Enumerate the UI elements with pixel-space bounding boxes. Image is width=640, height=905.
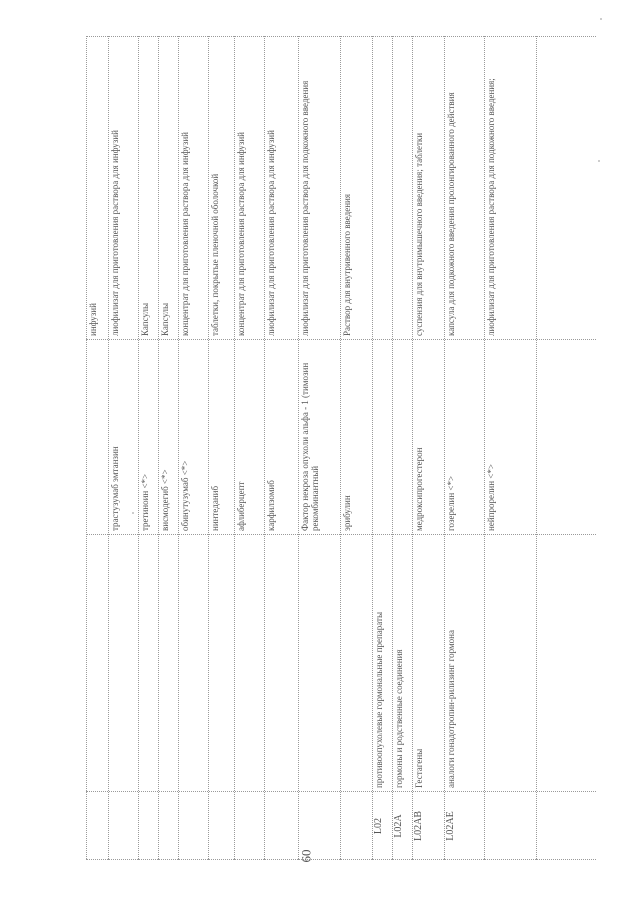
table-row <box>298 36 341 860</box>
table-row <box>372 36 393 860</box>
scan-speck <box>600 18 602 20</box>
cell-group <box>234 535 264 792</box>
cell-group: Гестагены <box>414 748 424 788</box>
table-row <box>340 36 373 860</box>
cell-code <box>178 792 208 860</box>
cell-group <box>484 535 536 792</box>
cell-code <box>86 792 108 860</box>
cell-name: обинутузумаб <*> <box>180 460 190 531</box>
cell-code <box>208 792 234 860</box>
table-row <box>138 36 159 860</box>
cell-group <box>264 535 298 792</box>
cell-group: аналоги гонадотропин-рилизинг гормона <box>446 630 456 788</box>
table-row <box>412 36 445 860</box>
cell-name: гозерелин <*> <box>446 475 456 531</box>
table-row <box>86 36 109 860</box>
cell-group <box>138 535 158 792</box>
cell-group <box>178 535 208 792</box>
cell-name: третиноин <*> <box>140 473 150 531</box>
cell-form: Капсулы <box>160 302 170 336</box>
rotated-table-area <box>86 36 596 860</box>
cell-form: капсула для подкожного введения пролонгированного действия <box>446 92 456 336</box>
cell-form <box>392 37 412 340</box>
cell-group: гормоны и родственные соединения <box>394 649 404 788</box>
table-row <box>208 36 235 860</box>
cell-form: концентрат для приготовления раствора для инфузий <box>180 132 190 336</box>
cell-code <box>264 792 298 860</box>
cell-code <box>158 792 178 860</box>
cell-name: афлиберцепт <box>236 481 246 531</box>
cell-code <box>484 792 536 860</box>
cell-name <box>86 340 108 535</box>
cell-form <box>372 37 392 340</box>
cell-form: лиофилизат для приготовления раствора для инфузий <box>110 130 120 336</box>
cell-group <box>208 535 234 792</box>
cell-form: лиофилизат для приготовления раствора для подкожного введения <box>300 80 310 336</box>
cell-group: противоопухолевые гормональные препараты <box>374 611 384 788</box>
cell-form: инфузий <box>88 303 98 336</box>
cell-form: суспензия для внутримышечного введения; таблетки <box>414 132 424 336</box>
cell-group <box>108 535 138 792</box>
cell-name: медроксипрогестерон <box>414 447 424 531</box>
cell-name: висмодегиб <*> <box>160 469 170 531</box>
cell-name: эрибулин <box>342 495 352 531</box>
cell-name <box>392 340 412 535</box>
cell-code: L02A <box>393 814 404 838</box>
table-row <box>392 36 413 860</box>
cell-form: таблетки, покрытые пленочной оболочкой <box>210 173 220 336</box>
cell-form: Раствор для внутривенного введения <box>342 194 352 336</box>
cell-code <box>138 792 158 860</box>
cell-code: L02 <box>373 817 384 835</box>
table-row <box>178 36 209 860</box>
table-row <box>484 36 537 860</box>
cell-group <box>340 535 372 792</box>
cell-name: нейпрорелин <*> <box>486 464 496 531</box>
cell-name <box>372 340 392 535</box>
cell-form: концентрат для приготовления раствора для инфузий <box>236 132 246 336</box>
cell-form: лиофилизат для приготовления раствора для инфузий <box>266 130 276 336</box>
table-row <box>234 36 265 860</box>
cell-group <box>298 535 340 792</box>
cell-code: L02AB <box>413 811 424 841</box>
page-number: 60 <box>298 849 314 863</box>
cell-group <box>86 535 108 792</box>
cell-code <box>234 792 264 860</box>
cell-name: Фактор некроза опухоли альфа - 1 (тимозин рекомбинантный <box>300 362 320 531</box>
scan-speck <box>598 160 600 162</box>
cell-form: Капсулы <box>140 302 150 336</box>
cell-code: L02AE <box>445 811 456 841</box>
drug-table <box>86 36 596 860</box>
cell-group <box>158 535 178 792</box>
cell-name: карфилзомиб <box>266 480 276 531</box>
table-row <box>108 36 139 860</box>
cell-name: нинтеданиб <box>210 485 220 531</box>
cell-name: трастузумаб эмтанзин <box>110 446 120 531</box>
table-row <box>444 36 485 860</box>
cell-code <box>108 792 138 860</box>
cell-code <box>340 792 372 860</box>
table-row <box>158 36 179 860</box>
cell-form: лиофилизат для приготовления раствора для подкожного введения; <box>486 78 496 336</box>
table-row <box>264 36 299 860</box>
